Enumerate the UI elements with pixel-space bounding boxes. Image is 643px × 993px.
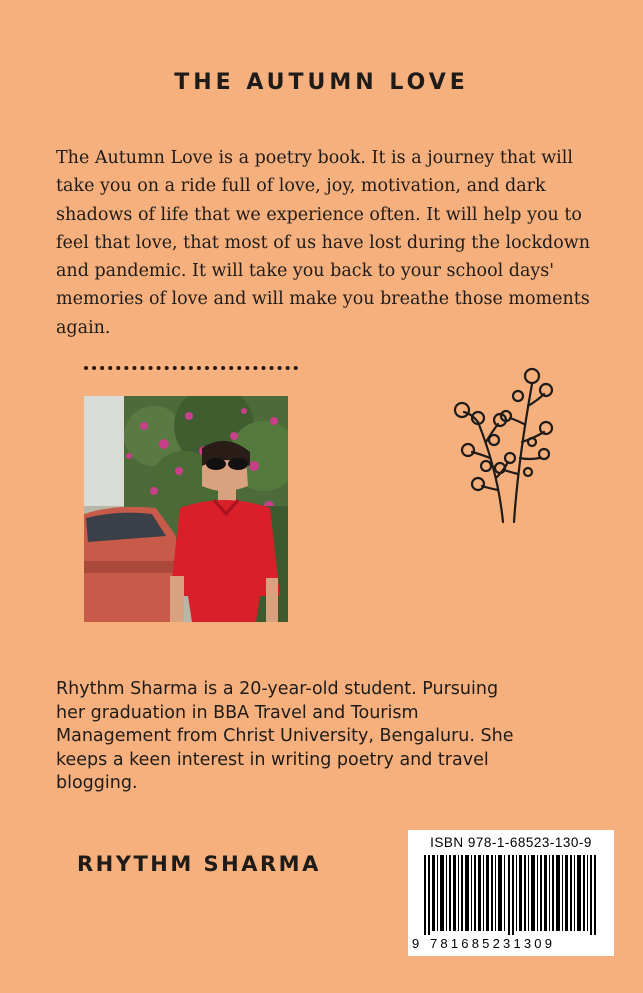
- author-photo: [84, 396, 288, 622]
- book-title: THE AUTUMN LOVE: [174, 70, 469, 95]
- book-description: The Autumn Love is a poetry book. It is a journey that will take you on a ride full of love, joy, motivation, and dark shadows of life that we experience often. It will help you to feel that love, that most of us have lost during the lockdown and pandemic. It will take you back to your school days' memories of love and will make you breathe those moments again.: [56, 148, 591, 338]
- barcode-lead-digit: 9: [412, 936, 420, 951]
- isbn-barcode: [408, 830, 614, 956]
- dotted-divider: [84, 366, 298, 370]
- author-bio: Rhythm Sharma is a 20-year-old student. Pursuing her graduation in BBA Travel and Tourism Management from Christ University, Bengaluru. She keeps a keen interest in writing poetry and travel blogging.: [56, 679, 514, 793]
- flower-sprig-icon: [448, 362, 568, 530]
- barcode-number: 781685231309: [430, 936, 556, 951]
- barcode-bars: [424, 855, 600, 935]
- author-name: RHYTHM SHARMA: [77, 852, 321, 876]
- isbn-label: ISBN 978-1-68523-130-9: [430, 835, 592, 850]
